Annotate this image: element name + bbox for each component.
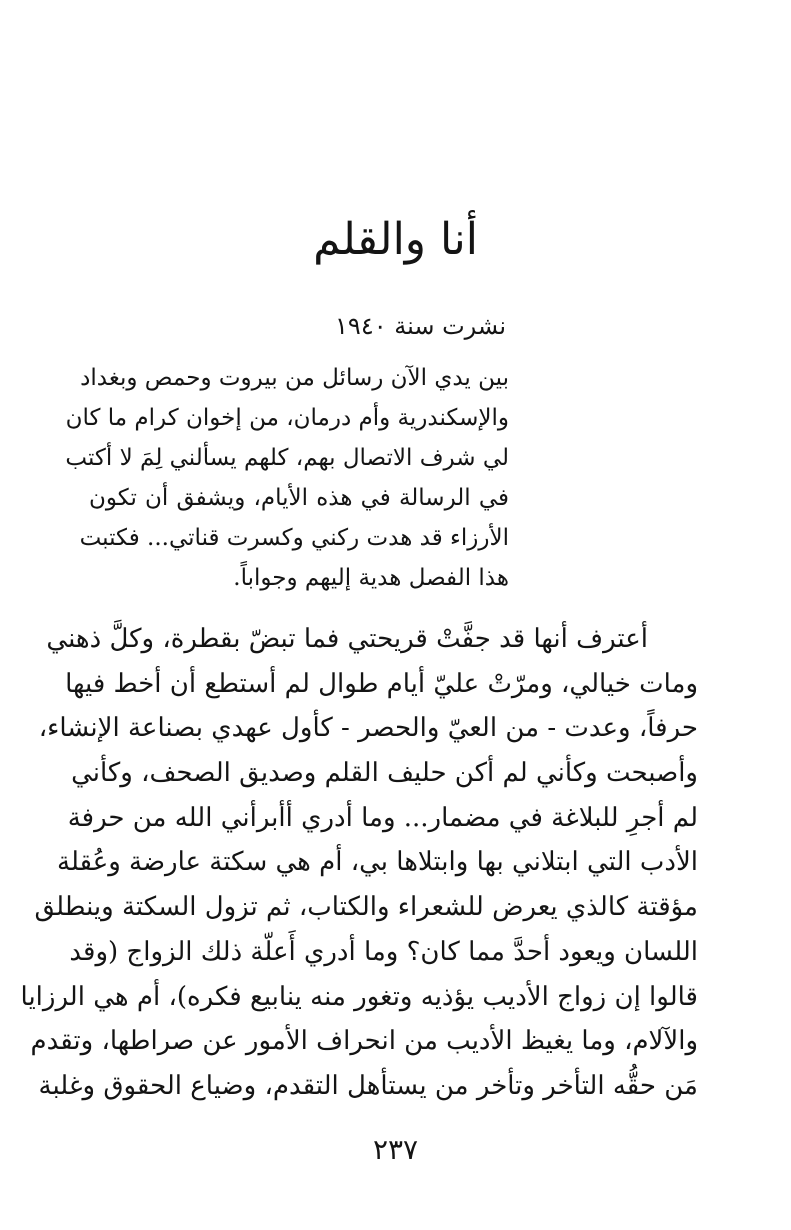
- body-line: الأدب التي ابتلاني بها وابتلاها بي، أم هي سكتة عارضة وعُقلة: [57, 847, 698, 878]
- page-number: ٢٣٧: [372, 1133, 419, 1166]
- body-line: أعترف أنها قد جفَّتْ قريحتي فما تبضّ بقطرة، وكلَّ ذهني: [46, 624, 648, 654]
- intro-line: الأرزاء قد هدت ركني وكسرت قناتي... فكتبت: [79, 525, 509, 551]
- intro-line: والإسكندرية وأم درمان، من إخوان كرام ما كان: [65, 405, 509, 431]
- body-line: والآلام، وما يغيظ الأديب من انحراف الأمور عن صراطها، وتقدم: [30, 1026, 698, 1057]
- body-line: ومات خيالي، ومرّتْ عليّ أيام طوال لم أستطع أن أخط فيها: [65, 668, 698, 699]
- body-line: حرفاً، وعدت - من العيّ والحصر - كأول عهدي بصناعة الإنشاء،: [38, 713, 698, 744]
- intro-line: بين يدي الآن رسائل من بيروت وحمص وبغداد: [80, 365, 509, 391]
- intro-line: في الرسالة في هذه الأيام، ويشفق أن تكون: [89, 485, 509, 511]
- chapter-title: أنا والقلم: [313, 214, 478, 265]
- intro-line: هذا الفصل هدية إليهم وجواباً.: [233, 565, 509, 591]
- body-line: مَن حقُّه التأخر وتأخر من يستأهل التقدم، وضياع الحقوق وغلبة: [38, 1070, 698, 1101]
- body-line: لم أجرِ للبلاغة في مضمار... وما أدري أأبرأني الله من حرفة: [67, 802, 698, 833]
- intro-paragraph: [65, 358, 509, 598]
- body-line: اللسان ويعود أحدَّ مما كان؟ وما أدري أَعلّة ذلك الزواج (وقد: [69, 936, 698, 967]
- body-line: وأصبحت وكأني لم أكن حليف القلم وصديق الصحف، وكأني: [71, 758, 698, 789]
- body-line: مؤقتة كالذي يعرض للشعراء والكتاب، ثم تزول السكتة وينطلق: [34, 892, 698, 923]
- publication-note: نشرت سنة ١٩٤٠: [335, 312, 506, 340]
- intro-line: لي شرف الاتصال بهم، كلهم يسألني لِمَ لا أكتب: [65, 445, 509, 471]
- body-paragraph: [20, 617, 698, 1109]
- body-line: قالوا إن زواج الأديب يؤذيه وتغور منه ينابيع فكره)، أم هي الرزايا: [20, 981, 698, 1012]
